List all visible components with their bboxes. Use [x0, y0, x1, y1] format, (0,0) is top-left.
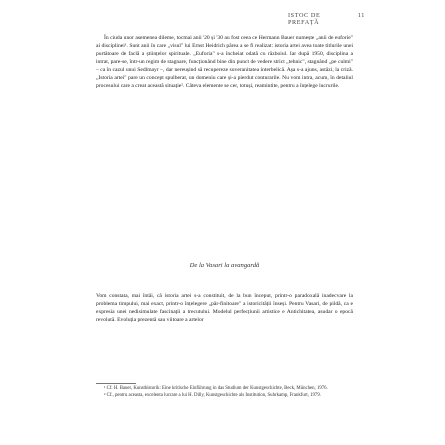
paragraph: În ciuda unor asemenea dileme, tocmai anii '20 și '30 au fost ceea ce Hermann Bauer numește „anii de euforie" ai disciplinei¹. Sunt anii în care „visul" lui Ernst Heidrich părea a se fi realizat: istoria artei avea toate titlurile unei purtătoare de faclă a științelor spirituale. „Euforia" s-a încheiat odată cu războiul. Iar după 1950, disciplina a intrat, pare-se, într-un regim de stagnare, funcționând bine din punct de vedere strict „tehnic", stagnând „pe culmi" – ca în cazul unui Sedlmayr –, dar nereușind să recupereze suveranitatea interbelică. Așa s-a ajuns, astăzi, la crizǎ. „Istoria artei" pare un concept spulberat, un domeniu care și-a pierdut conturarile. Nu vom intra, acum, în detaliul procesului care a creat această situație². Câteva elemente se cer, totuși, reamintite, pentru a înțelege lucrurile.: [96, 35, 353, 90]
body-text-block: [96, 34, 353, 90]
footnotes: [96, 386, 353, 400]
body-text-block: [96, 292, 353, 324]
section-heading: De la Vasari la avangardă: [189, 262, 260, 269]
running-title: ISTOC DE PREFAȚĂ: [288, 12, 321, 26]
paragraph: Vom constata, mai întâi, că istoria artei s-a constituit, de la bun început, printr-o paradoxală inadecvare la problema timpului, mai exact, printr-o înțelegere „pâr-finitoare" a istoricității înseși. Pentru Vasari, de pildă, ca e expresia unei nedisimulate fascinații a trecutului. Modelul perfecțiunii artistice e Antichitatea, asudar o epocă revolută. Evoluția prezentă sau viitoare a artelor: [96, 293, 353, 324]
running-head: [288, 12, 365, 26]
page-number: 11: [357, 12, 365, 19]
footnote: ² Cf., pentru aceasta, excelenta lucrare a lui H. Dilly, Kunstgeschichte als Institution, Suhrkamp, Frankfurt, 1979.: [104, 392, 321, 398]
footnote-divider: [96, 383, 136, 384]
footnote: ¹ Cf. H. Bauer, Kunsthistorik: Eine kritische Einführung in das Studium der Kunstgeschichte, Beck, München, 1976.: [104, 386, 328, 391]
